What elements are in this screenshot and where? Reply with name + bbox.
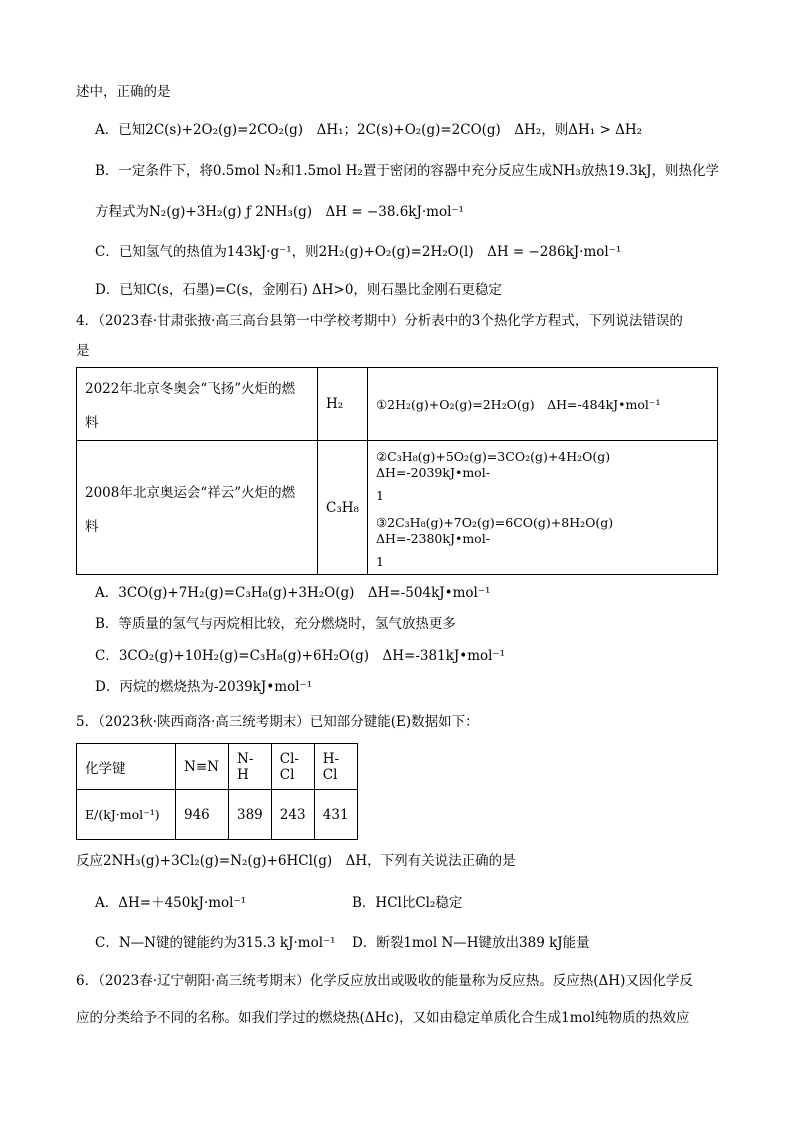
q5-row-label: E/(kJ·mol⁻¹)	[77, 790, 176, 840]
q4-option-d: D．丙烷的燃烧热为-2039kJ•mol⁻¹	[95, 679, 313, 695]
q5-value-nn: 946	[176, 790, 229, 840]
q3-option-c: C．已知氢气的热值为143kJ·g⁻¹，则2H₂(g)+O₂(g)=2H₂O(l) ΔH = −286kJ·mol⁻¹	[95, 244, 622, 260]
q4-option-b: B．等质量的氢气与丙烷相比较，充分燃烧时，氢气放热更多	[95, 616, 456, 632]
q4-stem-cont: 是	[76, 343, 90, 359]
q4-fuel-table	[76, 367, 718, 575]
q3-option-b-line1: B．一定条件下，将0.5mol N₂和1.5mol H₂置于密闭的容器中充分反应生成NH₃放热19.3kJ，则热化学	[95, 163, 719, 179]
q5-value-hcl: 431	[314, 790, 357, 840]
q4-option-c: C．3CO₂(g)+10H₂(g)=C₃H₈(g)+6H₂O(g) ΔH=-381kJ•mol⁻¹	[95, 648, 505, 664]
q5-option-b: B．HCl比Cl₂稳定	[352, 895, 463, 911]
q3-option-a: A．已知2C(s)+2O₂(g)=2CO₂(g) ΔH₁；2C(s)+O₂(g)=2CO(g) ΔH₂，则ΔH₁ > ΔH₂	[95, 122, 643, 138]
q4-row1-label: 2022年北京冬奥会“飞扬”火炬的燃 料	[77, 368, 318, 441]
q4-row1-fuel: H₂	[318, 368, 368, 441]
q4-option-a: A．3CO(g)+7H₂(g)=C₃H₈(g)+3H₂O(g) ΔH=-504kJ•mol⁻¹	[95, 585, 491, 601]
q5-value-clcl: 243	[271, 790, 314, 840]
q3-option-d: D．已知C(s，石墨)=C(s，金刚石) ΔH>0，则石墨比金刚石更稳定	[95, 282, 502, 298]
q5-bond-energy-table	[76, 743, 358, 840]
q6-stem-line1: 6．（2023春·辽宁朝阳·高三统考期末）化学反应放出或吸收的能量称为反应热。反应热(ΔH)又因化学反	[76, 973, 693, 989]
q5-header-nh: N-H	[229, 744, 272, 790]
q4-stem: 4．（2023春·甘肃张掖·高三高台县第一中学校考期中）分析表中的3个热化学方程式，下列说法错误的	[76, 313, 683, 329]
q6-stem-line2: 应的分类给予不同的名称。如我们学过的燃烧热(ΔHc)，又如由稳定单质化合生成1mol纯物质的热效应	[76, 1010, 690, 1026]
q5-option-a: A．ΔH=＋450kJ·mol⁻¹	[95, 895, 247, 911]
q5-header-hcl: H-Cl	[314, 744, 357, 790]
q5-header-clcl: Cl-Cl	[271, 744, 314, 790]
q3-option-b-line2: 方程式为N₂(g)+3H₂(g) ƒ 2NH₃(g) ΔH = −38.6kJ·mol⁻¹	[95, 204, 464, 220]
q5-option-d: D．断裂1mol N—H键放出389 kJ能量	[352, 935, 590, 951]
q5-reaction: 反应2NH₃(g)+3Cl₂(g)=N₂(g)+6HCl(g) ΔH，下列有关说法正确的是	[76, 853, 516, 869]
q5-stem: 5．（2023秋·陕西商洛·高三统考期末）已知部分键能(E)数据如下：	[76, 714, 479, 730]
q5-header-nn: N≡N	[176, 744, 229, 790]
q5-option-c: C．N—N键的键能约为315.3 kJ·mol⁻¹	[95, 935, 336, 951]
q5-header-bond: 化学键	[77, 744, 176, 790]
q4-row1-equation: ①2H₂(g)+O₂(g)=2H₂O(g) ΔH=-484kJ•mol⁻¹	[367, 368, 717, 441]
q4-row2-label: 2008年北京奥运会“祥云”火炬的燃 料	[77, 441, 318, 575]
intro-text: 述中，正确的是	[76, 84, 171, 100]
q5-value-nh: 389	[229, 790, 272, 840]
q4-row2-fuel: C₃H₈	[318, 441, 368, 575]
q4-row2-equations: ②C₃H₈(g)+5O₂(g)=3CO₂(g)+4H₂O(g) ΔH=-2039kJ•mol- 1 ③2C₃H₈(g)+7O₂(g)=6CO(g)+8H₂O(g) ΔH=-2380kJ•mol- 1	[367, 441, 717, 575]
